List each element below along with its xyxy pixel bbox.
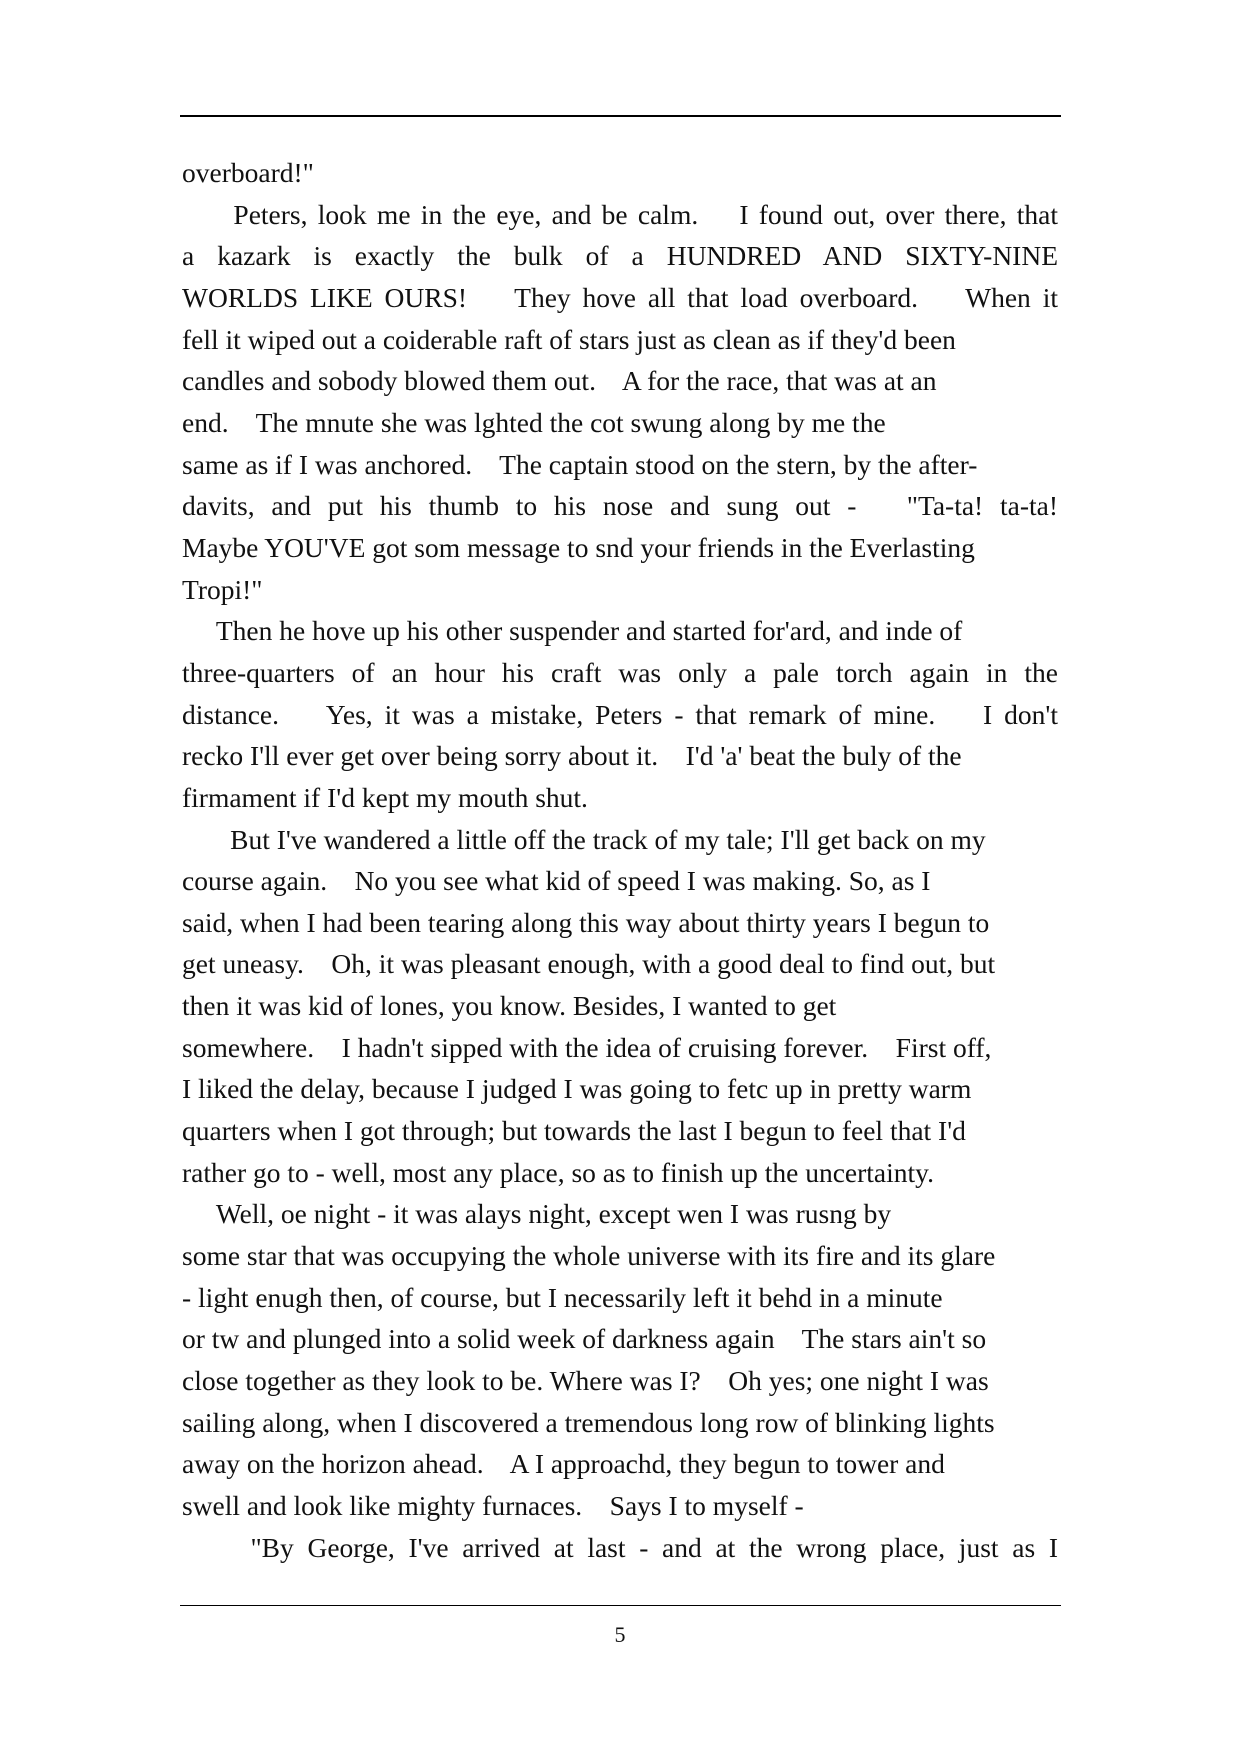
text-line: away on the horizon ahead. A I approachd, they begun to tower and [182,1448,945,1480]
text-line: overboard!" [182,157,314,188]
text-line: I liked the delay, because I judged I was going to fetc up in pretty warm [182,1073,972,1105]
text-line: candles and sobody blowed them out. A for the race, that was at an [182,365,937,397]
footer-rule [180,1605,1061,1606]
text-line: three-quarters of an hour his craft was only a pale torch again in the [182,656,1058,688]
text-line: close together as they look to be. Where was I? Oh yes; one night I was [182,1365,989,1397]
text-line: same as if I was anchored. The captain stood on the stern, by the after- [182,448,978,480]
text-line: recko I'll ever get over being sorry about it. I'd 'a' beat the buly of the [182,740,962,772]
text-line: get uneasy. Oh, it was pleasant enough, with a good deal to find out, but [182,948,996,980]
text-line: But I've wandered a little off the track of my tale; I'll get back on my [182,823,986,855]
text-line: - light enugh then, of course, but I necessarily left it behd in a minute [182,1281,943,1313]
text-line: course again. No you see what kid of speed I was making. So, as I [182,865,931,897]
page-number: 5 [614,1622,626,1647]
text-line: some star that was occupying the whole universe with its fire and its glare [182,1240,996,1272]
text-line: Peters, look me in the eye, and be calm. I found out, over there, that [182,198,1058,230]
text-line: said, when I had been tearing along this way about thirty years I begun to [182,906,990,938]
text-line: fell it wiped out a coiderable raft of stars just as clean as if they'd been [182,323,956,355]
text-line: end. The mnute she was lghted the cot swung along by me the [182,406,886,438]
text-line: Tropi!" [182,573,263,605]
text-line: davits, and put his thumb to his nose and sung out - "Ta-ta! ta-ta! [182,490,1058,522]
text-line: distance. Yes, it was a mistake, Peters - that remark of mine. I don't [182,698,1058,730]
page-body-text [182,152,1058,1568]
text-line: firmament if I'd kept my mouth shut. [182,781,588,813]
text-line: then it was kid of lones, you know. Besides, I wanted to get [182,990,837,1022]
text-line: Well, oe night - it was alays night, except wen I was rusng by [182,1198,892,1230]
text-line: Maybe YOU'VE got som message to snd your friends in the Everlasting [182,531,975,563]
text-line: "By George, I've arrived at last - and at the wrong place, just as I [182,1531,1058,1563]
text-line: somewhere. I hadn't sipped with the idea of cruising forever. First off, [182,1031,992,1063]
header-rule [180,115,1061,117]
text-line: rather go to - well, most any place, so as to finish up the uncertainty. [182,1156,934,1188]
text-line: a kazark is exactly the bulk of a HUNDRED AND SIXTY-NINE [182,240,1058,272]
text-line: or tw and plunged into a solid week of darkness again The stars ain't so [182,1323,987,1355]
text-line: swell and look like mighty furnaces. Says I to myself - [182,1490,804,1521]
text-line: sailing along, when I discovered a tremendous long row of blinking lights [182,1406,995,1438]
text-line: quarters when I got through; but towards the last I begun to feel that I'd [182,1115,966,1147]
text-line: Then he hove up his other suspender and started for'ard, and inde of [182,615,963,647]
text-line: WORLDS LIKE OURS! They hove all that load overboard. When it [182,281,1058,313]
